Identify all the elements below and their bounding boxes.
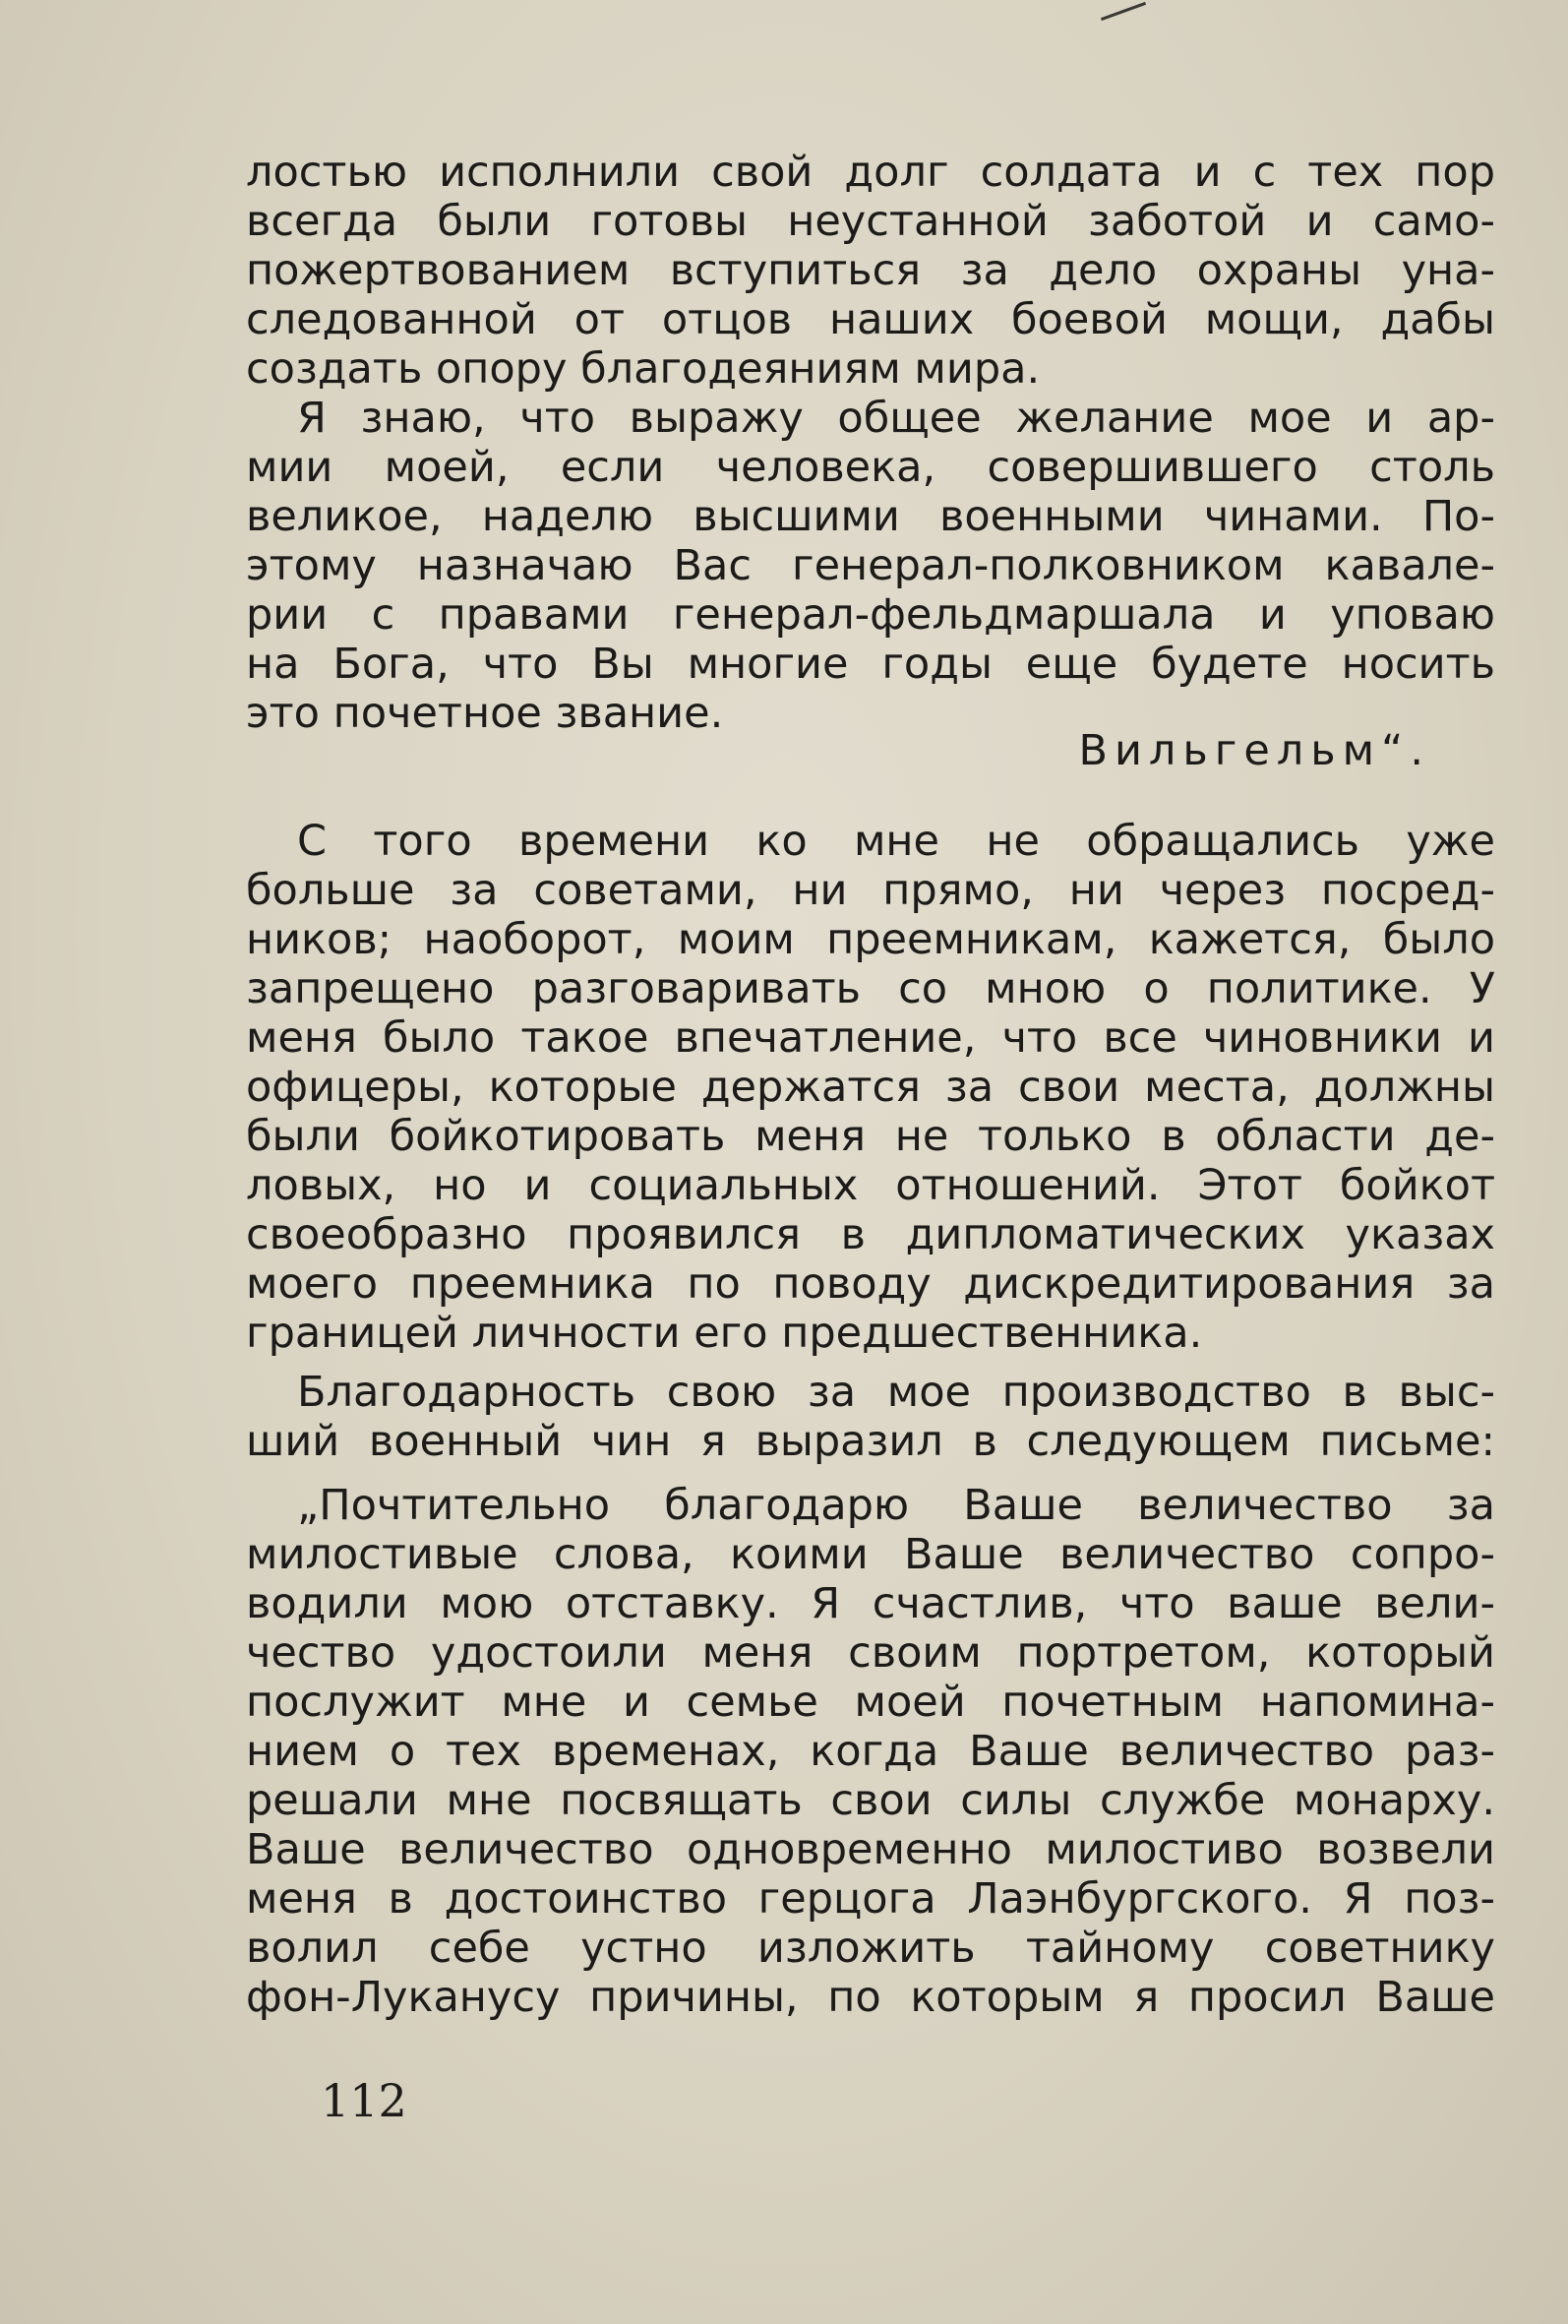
text-line: всегда были готовы неустанной заботой и само- — [246, 197, 1495, 246]
text-line: меня в достоинство герцога Лаэнбургского. Я поз- — [246, 1874, 1495, 1924]
text-line: это почетное звание. — [246, 689, 724, 738]
text-line: запрещено разговаривать со мною о политике. У — [246, 964, 1495, 1013]
text-line: были бойкотировать меня не только в области де- — [246, 1112, 1495, 1161]
text-line: мии моей, если человека, совершившего столь — [246, 443, 1495, 492]
text-line: на Бога, что Вы многие годы еще будете носить — [246, 640, 1495, 689]
text-line: этому назначаю Вас генерал-полковником кавале- — [246, 541, 1495, 590]
text-line: решали мне посвящать свои силы службе монарху. — [246, 1776, 1495, 1825]
text-line: ловых, но и социальных отношений. Этот бойкот — [246, 1161, 1495, 1210]
text-line: границей личности его предшественника. — [246, 1309, 1203, 1358]
paragraph-5 — [246, 1481, 1495, 2022]
paragraph-3 — [246, 817, 1495, 1358]
text-line: больше за советами, ни прямо, ни через посред- — [246, 866, 1495, 915]
text-line: офицеры, которые держатся за свои места, должны — [246, 1063, 1495, 1112]
text-line: меня было такое впечатление, что все чиновники и — [246, 1013, 1495, 1063]
text-line: ший военный чин я выразил в следующем письме: — [246, 1417, 1495, 1466]
text-line: чество удостоили меня своим портретом, который — [246, 1628, 1495, 1678]
text-line: фон-Луканусу причины, по которым я просил Ваше — [246, 1973, 1495, 2022]
text-line: нием о тех временах, когда Ваше величество раз- — [246, 1727, 1495, 1776]
ink-mark — [1101, 2, 1146, 21]
text-line: создать опору благодеяниям мира. — [246, 344, 1041, 394]
text-line: Благодарность свою за мое производство в выс- — [297, 1368, 1495, 1417]
text-line: лостью исполнили свой долг солдата и с тех пор — [246, 148, 1495, 197]
text-line: великое, наделю высшими военными чинами. По- — [246, 492, 1495, 541]
text-line: своеобразно проявился в дипломатических указах — [246, 1210, 1495, 1259]
text-line: рии с правами генерал-фельдмаршала и уповаю — [246, 590, 1495, 640]
text-line: послужит мне и семье моей почетным напомина- — [246, 1678, 1495, 1727]
text-line: „Почтительно благодарю Ваше величество за — [297, 1481, 1495, 1530]
text-line: моего преемника по поводу дискредитирования за — [246, 1259, 1495, 1309]
paragraph-2 — [246, 394, 1495, 738]
signature: Вильгельм“. — [1078, 726, 1430, 775]
text-line: милостивые слова, коими Ваше величество сопро- — [246, 1530, 1495, 1579]
text-line: следованной от отцов наших боевой мощи, дабы — [246, 295, 1495, 344]
text-line: пожертвованием вступиться за дело охраны уна- — [246, 246, 1495, 295]
paragraph-4 — [246, 1368, 1495, 1466]
text-line: волил себе устно изложить тайному советнику — [246, 1924, 1495, 1973]
text-line: Я знаю, что выражу общее желание мое и ар- — [297, 394, 1495, 443]
text-line: Ваше величество одновременно милостиво возвели — [246, 1825, 1495, 1874]
page-number: 112 — [321, 2074, 407, 2127]
paragraph-1 — [246, 148, 1495, 394]
text-line: водили мою отставку. Я счастлив, что ваше вели- — [246, 1579, 1495, 1628]
text-line: ников; наоборот, моим преемникам, кажется, было — [246, 915, 1495, 964]
text-line: С того времени ко мне не обращались уже — [297, 817, 1495, 866]
